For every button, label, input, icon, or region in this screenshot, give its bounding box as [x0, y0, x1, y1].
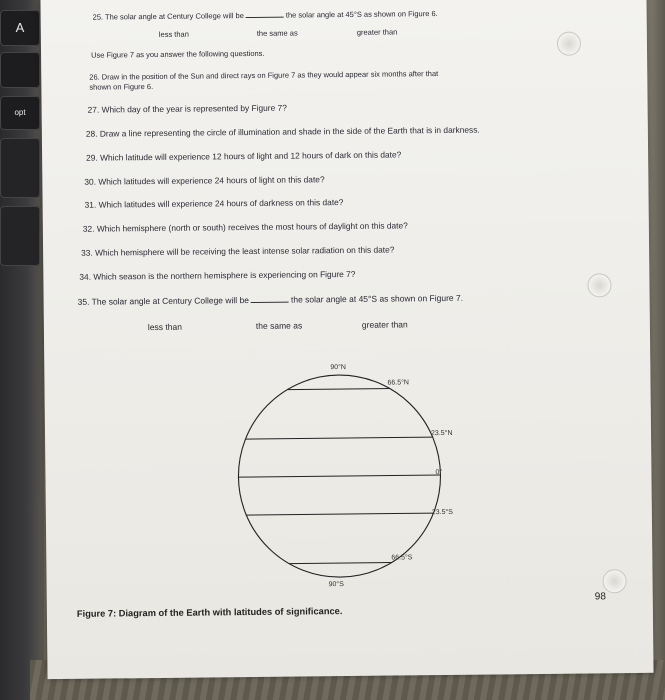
latitude-line-66s [289, 563, 391, 564]
binder-hole [557, 32, 581, 56]
q35-option-same: the same as [255, 320, 303, 331]
key-opt: opt [0, 96, 40, 130]
question-27: 27. Which day of the year is represented by Figure 7? [87, 102, 287, 115]
key-blank [0, 138, 40, 198]
question-31: 31. Which latitudes will experience 24 hours of darkness on this date? [84, 197, 344, 210]
figure-caption: Figure 7: Diagram of the Earth with latitudes of significance. [76, 606, 343, 619]
latitude-line-23s [246, 513, 434, 515]
binder-hole [602, 569, 626, 593]
question-25: 25. The solar angle at Century College will be the solar angle at 45°S as shown on Figure 6. [92, 9, 438, 22]
latitude-line-23n [245, 437, 433, 439]
question-30: 30. Which latitudes will experience 24 hours of light on this date? [84, 174, 325, 187]
label-23s: 23.5°S [431, 508, 453, 517]
q35-option-greater: greater than [361, 319, 408, 330]
question-33: 33. Which hemisphere will be receiving the least intense solar radiation on this date? [81, 244, 395, 258]
q35-option-less: less than [147, 321, 182, 333]
q25-option-greater: greater than [356, 27, 398, 37]
earth-latitude-diagram [224, 355, 486, 598]
label-23n: 23.5°N [430, 429, 453, 438]
page-number: 98 [594, 591, 606, 603]
latitude-line-equator [238, 475, 440, 477]
question-32: 32. Which hemisphere (north or south) receives the most hours of daylight on this date? [82, 220, 408, 234]
question-34: 34. Which season is the northern hemisphere is experiencing on Figure 7? [79, 268, 356, 282]
q25-option-less: less than [158, 29, 189, 39]
label-equator: 0° [435, 469, 443, 477]
binder-hole [587, 273, 611, 297]
question-26-cont: shown on Figure 6. [89, 82, 154, 92]
label-90n: 90°N [330, 364, 347, 372]
instruction-text: Use Figure 7 as you answer the following questions. [90, 48, 265, 60]
question-26: 26. Draw in the position of the Sun and direct rays on Figure 7 as they would appear six months after that [89, 69, 439, 82]
q25-option-same: the same as [256, 28, 298, 38]
key-blank [0, 206, 40, 266]
key-a: A [0, 10, 40, 46]
question-28: 28. Draw a line representing the circle of illumination and shade in the side of the Earth that is in darkness. [85, 124, 480, 139]
label-66n: 66.5°N [387, 379, 410, 387]
latitude-line-66n [288, 389, 390, 390]
keyboard-edge [0, 0, 44, 700]
label-66s: 66.5°S [391, 554, 413, 562]
label-90s: 90°S [328, 581, 344, 589]
worksheet-page [40, 0, 653, 679]
question-35: 35. The solar angle at Century College will be the solar angle at 45°S as shown on Figure 7. [77, 292, 464, 307]
key-blank [0, 52, 40, 88]
question-29: 29. Which latitude will experience 12 hours of light and 12 hours of dark on this date? [86, 149, 402, 163]
